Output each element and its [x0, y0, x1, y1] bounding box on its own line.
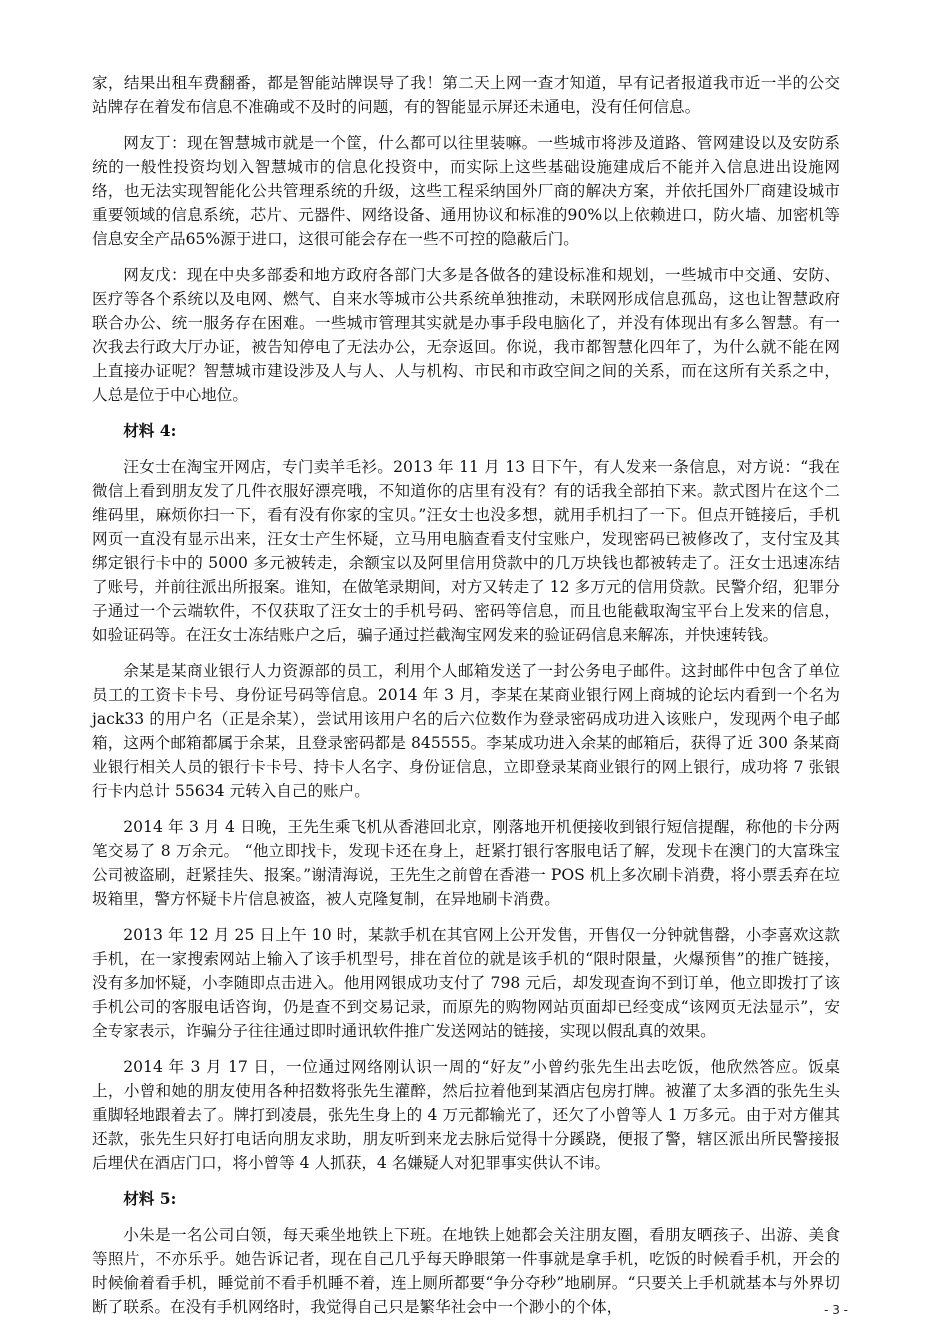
document-body — [92, 71, 840, 1331]
paragraph-mr-zhang-case: 2014 年 3 月 17 日，一位通过网络刚认识一周的“好友”小曾约张先生出去吃饭，他欣然答应。饭桌上，小曾和她的朋友使用各种招数将张先生灌醉，然后拉着他到某酒店包房打牌。被灌了太多酒的张先生头重脚轻地跟着去了。牌打到凌晨，张先生身上的 4 万元都输光了，还欠了小曾等人 1 万多元。由于对方催其还款，张先生只好打电话向朋友求助，朋友听到来龙去脉后觉得十分蹊跷，便报了警，辖区派出所民警接报后埋伏在酒店门口，将小曾等 4 人抓获，4 名嫌疑人对犯罪事实供认不讳。 — [92, 1058, 840, 1172]
paragraph-ms-wang-case: 汪女士在淘宝开网店，专门卖羊毛衫。2013 年 11 月 13 日下午，有人发来一条信息，对方说：“我在微信上看到朋友发了几件衣服好漂亮哦，不知道你的店里有没有？有的话我全部拍下来。款式图片在这个二维码里，麻烦你扫一下，看有没有你家的宝贝。”汪女士也没多想，就用手机扫了一下。但点开链接后，手机网页一直没有显示出来，汪女士产生怀疑，立马用电脑查看支付宝账户，发现密码已被修改了，支付宝及其绑定银行卡中的 5000 多元被转走，余额宝以及阿里信用贷款中的几万块钱也都被转走了。汪女士迅速冻结了账号，并前往派出所报案。谁知，在做笔录期间，对方又转走了 12 多万元的信用贷款。民警介绍，犯罪分子通过一个云端软件，不仅获取了汪女士的手机号码、密码等信息，而且也能截取淘宝平台上发来的信息，如验证码等。在汪女士冻结账户之后，骗子通过拦截淘宝网发来的验证码信息来解冻，并快速转钱。 — [92, 458, 840, 644]
paragraph-netizen-wu: 网友戊：现在中央多部委和地方政府各部门大多是各做各的建设标准和规划，一些城市中交通、安防、医疗等各个系统以及电网、燃气、自来水等城市公共系统单独推动，未联网形成信息孤岛，这也让智慧政府联合办公、统一服务存在困难。一些城市管理其实就是办事手段电脑化了，并没有体现出有多么智慧。有一次我去行政大厅办证，被告知停电了无法办公，无奈返回。你说，我市都智慧化四年了，为什么就不能在网上直接办证呢？智慧城市建设涉及人与人、人与机构、市民和市政空间之间的关系，而在这所有关系之中，人总是位于中心地位。 — [92, 266, 840, 404]
paragraph-netizen-ding: 网友丁：现在智慧城市就是一个筐，什么都可以往里装嘛。一些城市将涉及道路、管网建设以及安防系统的一般性投资均划入智慧城市的信息化投资中，而实际上这些基础设施建成后不能并入信息进出设施网络，也无法实现智能化公共管理系统的升级，这些工程采纳国外厂商的解决方案，并依托国外厂商建设城市重要领域的信息系统，芯片、元器件、网络设备、通用协议和标准的90%以上依赖进口，防火墙、加密机等信息安全产品65%源于进口，这很可能会存在一些不可控的隐蔽后门。 — [92, 134, 840, 248]
page-number: - 3 - — [824, 1303, 848, 1317]
section-heading-material-4: 材料 4: — [123, 421, 177, 440]
paragraph-yu-case: 余某是某商业银行人力资源部的员工，利用个人邮箱发送了一封公务电子邮件。这封邮件中包含了单位员工的工资卡卡号、身份证号码等信息。2014 年 3 月，李某在某商业银行网上商城的论坛内看到一个名为 jack33 的用户名（正是余某），尝试用该用户名的后六位数作为登录密码成功进入该账户，发现两个电子邮箱，这两个邮箱都属于余某，且登录密码都是 845555。李某成功进入余某的邮箱后，获得了近 300 条某商业银行相关人员的银行卡卡号、持卡人名字、身份证信息，立即登录某商业银行的网上银行，成功将 7 张银行卡内总计 55634 元转入自己的账户。 — [92, 662, 840, 800]
section-heading-material-5: 材料 5: — [123, 1189, 177, 1208]
paragraph-continuation: 家，结果出租车费翻番，都是智能站牌误导了我！第二天上网一查才知道，早有记者报道我市近一半的公交站牌存在着发布信息不准确或不及时的问题，有的智能显示屏还未通电，没有任何信息。 — [92, 74, 840, 116]
paragraph-xiao-li-case: 2013 年 12 月 25 日上午 10 时，某款手机在其官网上公开发售，开售仅一分钟就售罄，小李喜欢这款手机，在一家搜索网站上输入了该手机型号，排在首位的就是该手机的“限时限量，火爆预售”的推广链接，没有多加怀疑，小李随即点击进入。他用网银成功支付了 798 元后，却发现查询不到订单，他立即拨打了该手机公司的客服电话咨询，仍是查不到交易记录，而原先的购物网站页面却已经变成“该网页无法显示”，安全专家表示，诈骗分子往往通过即时通讯软件推广发送网站的链接，实现以假乱真的效果。 — [92, 926, 840, 1040]
paragraph-xiao-zhu-case: 小朱是一名公司白领，每天乘坐地铁上下班。在地铁上她都会关注朋友圈，看朋友晒孩子、出游、美食等照片，不亦乐乎。她告诉记者，现在自己几乎每天睁眼第一件事就是拿手机，吃饭的时候看手机，开会的时候偷着看手机，睡觉前不看手机睡不着，连上厕所都要“争分夺秒”地刷屏。“只要关上手机就基本与外界切断了联系。在没有手机网络时，我觉得自己只是繁华社会中一个渺小的个体， — [92, 1226, 840, 1316]
paragraph-mr-wang-case: 2014 年 3 月 4 日晚，王先生乘飞机从香港回北京，刚落地开机便接收到银行短信提醒，称他的卡分两笔交易了 8 万余元。 “他立即找卡，发现卡还在身上，赶紧打银行客服电话了解，发现卡在澳门的大富珠宝公司被盗刷，赶紧挂失、报案。”谢清海说，王先生之前曾在香港一 POS 机上多次刷卡消费，将小票丢弃在垃圾箱里，警方怀疑卡片信息被盗，被人克隆复制，在异地刷卡消费。 — [92, 818, 840, 908]
